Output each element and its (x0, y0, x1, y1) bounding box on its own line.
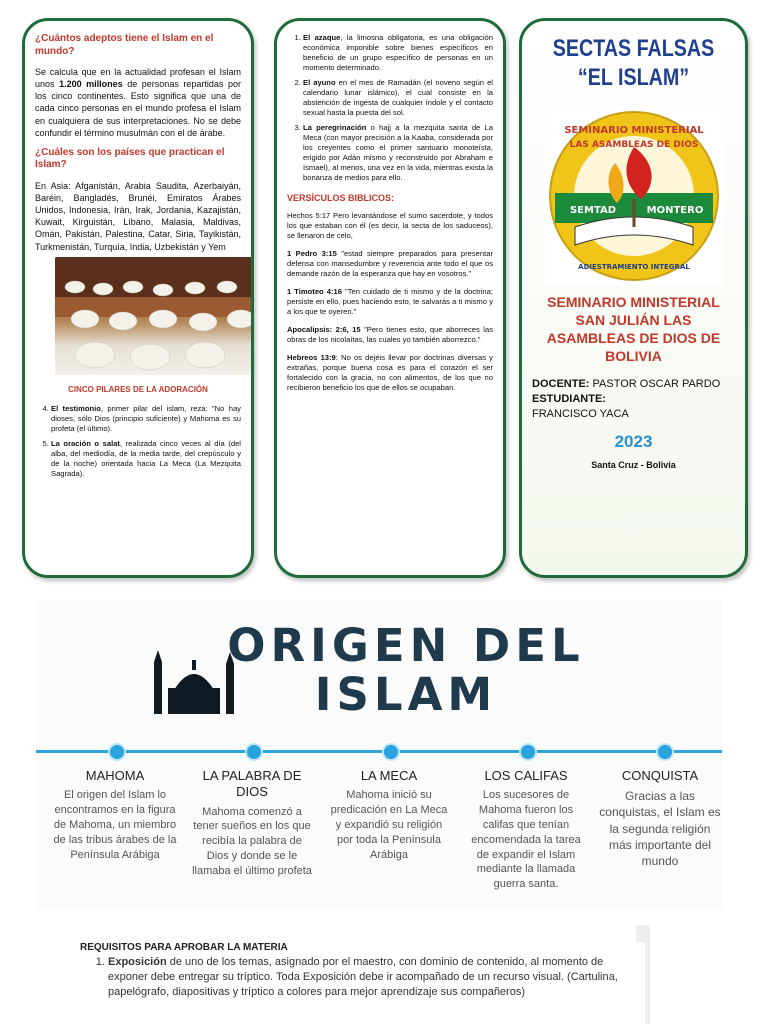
cover-title (550, 35, 716, 93)
timeline-dot (108, 743, 126, 761)
infographic-title-line1: ORIGEN DEL (227, 619, 585, 672)
column-heading: LA PALABRA DE DIOS (202, 768, 302, 800)
place: Santa Cruz - Bolivia (591, 459, 676, 470)
column-heading: CONQUISTA (621, 768, 699, 783)
teacher-line (532, 377, 735, 392)
requirement-1-text: de uno de los temas, asignado por el maestro, con dominio de contenido, al momento de exponer debe entregar su tríptico. Toda Exposición debe ir acompañado de un recurso visual. (Cartulina, papelógrafo, diapositivas y tríptico a colores para mejor aprendizaje sus compañeros) (108, 956, 618, 998)
question-adherents: ¿Cuántos adeptos tiene el Islam en el mundo? (35, 33, 214, 57)
logo-bottom-text: ADIESTRAMIENTO INTEGRAL (577, 262, 690, 271)
timeline-line (36, 750, 722, 753)
timeline-column-mahoma (53, 768, 177, 862)
pillar-1-title: El azaque (303, 33, 341, 42)
timeline-dot (656, 743, 674, 761)
timeline-column-palabra (190, 768, 314, 879)
praying-people-illustration (55, 257, 254, 375)
adherents-paragraph (35, 66, 241, 139)
timeline-column-califas (464, 768, 588, 892)
timeline-column-meca (327, 768, 451, 862)
timeline-dot (245, 743, 263, 761)
verse-apocalipsis-ref: Apocalipsis: 2:6, 15 (287, 325, 361, 335)
countries-paragraph: En Asia: Afganistán, Arabia Saudita, Azerbaiyán, Baréin, Bangladés, Brunéi, Emiratos Árabes Unidos, Indonesia, Irán, Irak, Jordania, Kazajistán, Kuwait, Kirguistán, Líbano, Malasia, Maldivas, Omán, Pakistán, Palestina, Catar, Siria, Tayikistán, Turkmenistán, Turquía, India, Uzbekistán y Yem (35, 180, 241, 252)
prayer-photo (55, 257, 254, 375)
timeline-column-conquista (598, 768, 722, 869)
column-body: Mahoma inició su predicación en La Meca y expandió su religión por toda la Península Arábiga (330, 789, 448, 861)
year: 2023 (614, 431, 653, 451)
pillar-5-text: , realizada cinco veces al día (del alba, del mediodía, de la media tarde, del crepúsculo y de la noche) orientada hacia La Meca (La Mezquita Sagrada). (51, 438, 241, 478)
infographic-title-line2: ISLAM (314, 667, 498, 721)
requirements-list (80, 955, 645, 1000)
pillar-item-1 (303, 33, 493, 73)
column-body: Los sucesores de Mahoma fueron los califas que tenían encomendada la tarea de expandir el Islam mediante la llamada guerra santa. (471, 789, 581, 891)
infographic-title (216, 619, 596, 721)
credits (532, 377, 735, 422)
pillar-4-text: , primer pilar del islam, reza: "No hay dioses, sólo Dios (principio suficiente) y Mahoma es su profeta (el último). (51, 403, 241, 433)
brochure-panel-left (22, 18, 254, 578)
pillar-4-title: El testimonio (51, 403, 101, 413)
verse-apocalipsis-text: "Pero tienes esto, que aborreces las obras de los nicolaítas, las cuales yo también aborrezco." (287, 325, 493, 345)
pillar-item-2 (303, 78, 493, 118)
adherents-text-pre: Se calcula que en la actualidad profesan el Islam unos (35, 67, 241, 90)
question-countries: ¿Cuáles son los países que practican el Islam? (35, 146, 225, 171)
requirements-section (80, 942, 645, 1024)
logo-ring-top-text: SEMINARIO MINISTERIAL (563, 124, 704, 136)
pillar-1-text: , la limosna obligatoria, es una obligación económica imponible sobre bienes específicos en beneficio de un grupo específico de personas en un momento determinado. (303, 33, 493, 73)
timeline-dot (382, 743, 400, 761)
column-body: El origen del Islam lo encontramos en la figura de Mahoma, un miembro de las tribus árabes de la Península Arábiga (53, 789, 177, 861)
seminary-logo (545, 107, 723, 285)
logo-left-text: SEMTAD (569, 204, 616, 216)
adherents-number: 1.200 millones (59, 79, 123, 90)
verse-hebreos-text: : No os dejéis llevar por doctrinas diversas y extrañas, porque buena cosa es para el corazón el ser fortalecido con la gracia, no con alimentos, de los que no recibieron beneficio los que de ellos se ocupaban. (287, 353, 493, 393)
logo-right-text: MONTERO (646, 204, 703, 216)
logo-ring-mid-text: LAS ASAMBLEAS DE DIOS (569, 139, 698, 150)
brochure-panel-cover (519, 18, 748, 578)
teacher-label: DOCENTE: (532, 378, 590, 391)
pillar-item-5 (51, 439, 241, 479)
pillar-3-text: o hajj a la mezquita santa de La Meca (con mayor precisión a la Kaaba, considerada por los creyentes como el primer santuario monoteísta, erigido por Adán mismo y reconstruido por Abraham e Ismael), al menos, una vez en la vida, mientras exista la bonanza de medios para ello. (303, 123, 493, 183)
brochure-panel-middle (274, 18, 506, 578)
column-heading: MAHOMA (85, 768, 145, 783)
pillar-item-4 (51, 404, 241, 434)
verse-pedro (287, 249, 493, 279)
pillars-title: CINCO PILARES DE LA ADORACIÓN (68, 384, 208, 394)
verses-title: VERSÍCULOS BIBLICOS: (287, 193, 395, 204)
pillar-5-title: La oración o salat (51, 438, 120, 448)
verse-timoteo-text: "Ten cuidado de ti mismo y de la doctrina; persiste en ello, pues haciendo esto, te salvarás a ti mismo y a los que te oyeren." (287, 287, 493, 317)
verse-apocalipsis (287, 325, 493, 345)
requirements-heading: REQUISITOS PARA APROBAR LA MATERIA (80, 942, 288, 953)
column-heading: LOS CALIFAS (484, 768, 568, 783)
pillar-item-3 (303, 123, 493, 183)
student-name: FRANCISCO YACA (532, 408, 629, 421)
requirement-item-1 (108, 955, 645, 1000)
verse-hebreos (287, 353, 493, 393)
verse-timoteo-ref: 1 Timoteo 4:16 (287, 287, 342, 297)
student-label: ESTUDIANTE: (532, 393, 606, 406)
pillars-list-continued (287, 33, 493, 183)
column-body: Gracias a las conquistas, el Islam es la segunda religión más importante del mundo (599, 789, 721, 868)
seminary-name: SEMINARIO MINISTERIAL SAN JULIÁN LAS ASAMBLEAS DE DIOS DE BOLIVIA (546, 293, 721, 365)
pillar-3-title: La peregrinación (303, 123, 367, 133)
pillars-list (35, 404, 241, 479)
verse-pedro-text: "estad siempre preparados para presentar defensa con mansedumbre y reverencia ante todo el que os demande razón de la esperanza que hay en vosotros." (287, 249, 493, 279)
pillar-2-text: en el mes de Ramadán (el noveno según el calendario lunar islámico), el cual consiste en la abstención de ingesta de cualquier índole y el contacto sexual hasta la puesta del sol. (303, 78, 493, 118)
verse-pedro-ref: 1 Pedro 3:15 (287, 249, 337, 259)
seminary-logo-emblem (545, 107, 723, 285)
pillar-2-title: El ayuno (303, 78, 336, 88)
adherents-text-post: de personas repartidas por los cinco continentes. Esto significa que una de cada cinco personas en el mundo profesa el Islam en cualquiera de sus interpretaciones. No se debe confundir el término musulmán con el de árabe. (35, 79, 241, 138)
verse-hebreos-ref: Hebreos 13:9 (287, 353, 336, 363)
cover-title-line1: SECTAS FALSAS (552, 35, 715, 62)
cover-title-line2: “EL ISLAM” (577, 63, 690, 91)
column-body: Mahoma comenzó a tener sueños en los que recibía la palabra de Dios y donde se le llamaba el último profeta (192, 805, 312, 877)
teacher-name: PASTOR OSCAR PARDO (589, 378, 721, 391)
timeline-dot (519, 743, 537, 761)
verse-hechos: Hechos 5:17 Pero levantándose el sumo sacerdote, y todos los que estaban con él (es decir, la secta de los saduceos), se llenaron de celo, (287, 211, 493, 241)
column-heading: LA MECA (360, 768, 418, 783)
origin-infographic (36, 600, 722, 910)
verse-timoteo (287, 287, 493, 317)
requirement-1-title: Exposición (108, 956, 167, 968)
